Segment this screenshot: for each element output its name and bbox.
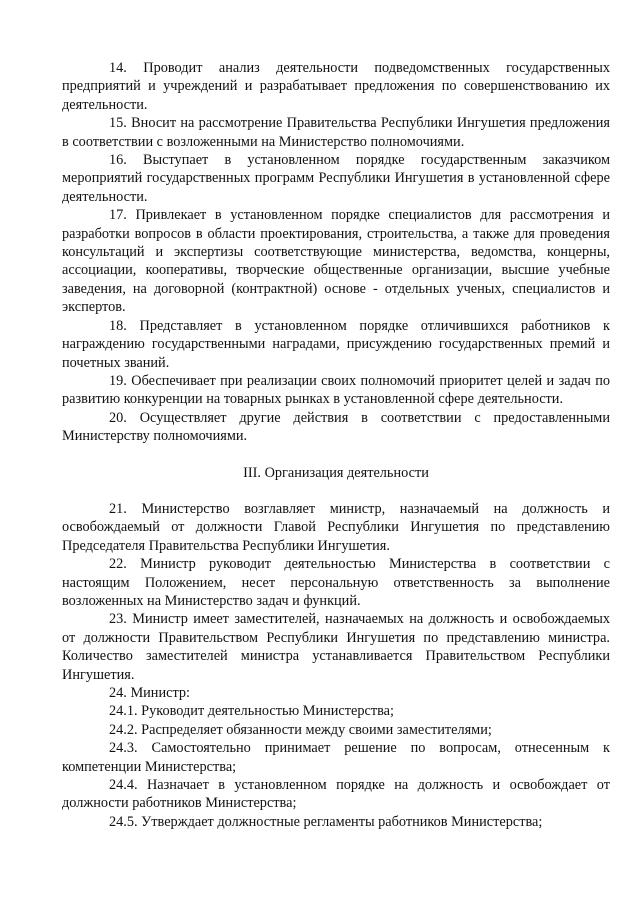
paragraph-15: 15. Вносит на рассмотрение Правительства Республики Ингушетия предложения в соответствии с возложенными на Министерство полномочиями. (62, 115, 610, 150)
paragraph-24-2: 24.2. Распределяет обязанности между своими заместителями; (109, 721, 492, 738)
paragraph-24-4: 24.4. Назначает в установленном порядке на должность и освобождает от должности работников Министерства; (62, 777, 610, 812)
paragraph-17: 17. Привлекает в установленном порядке специалистов для рассмотрения и разработки вопросов в области проектирования, строительства, а также для проведения консультаций и экспертизы соответствующие министерства, ведомства, концерны, ассоциации, кооперативы, творческие общественные организации, высшие учебные заведения, на договорной (контрактной) основе - отдельных ученых, специалистов и экспертов. (62, 207, 610, 316)
section-heading: III. Организация деятельности (243, 464, 429, 481)
paragraph-24: 24. Министр: (109, 685, 190, 701)
paragraph-22: 22. Министр руководит деятельностью Министерства в соответствии с настоящим Положением, несет персональную ответственность за выполнение возложенных на Министерство задач и функций. (62, 556, 610, 609)
paragraph-23: 23. Министр имеет заместителей, назначаемых на должность и освобождаемых от должности Правительством Республики Ингушетия по представлению министра. Количество заместителей министра устанавливается Правительством Республики Ингушетия. (62, 611, 610, 683)
paragraph-14: 14. Проводит анализ деятельности подведомственных государственных предприятий и учреждений и разрабатывает предложения по совершенствованию их деятельности. (62, 60, 610, 113)
paragraph-16: 16. Выступает в установленном порядке государственным заказчиком мероприятий государственных программ Республики Ингушетия в установленной сфере деятельности. (62, 152, 610, 205)
paragraph-24-5: 24.5. Утверждает должностные регламенты работников Министерства; (109, 813, 543, 830)
paragraph-20: 20. Осуществляет другие действия в соответствии с предоставленными Министерству полномочиями. (62, 409, 610, 445)
paragraph-18: 18. Представляет в установленном порядке отличившихся работников к награждению государственными наградами, присуждению государственных премий и почетных званий. (62, 317, 610, 371)
paragraph-21: 21. Министерство возглавляет министр, назначаемый на должность и освобождаемый от должности Главой Республики Ингушетия по представлению Председателя Правительства Республики Ингушетия. (62, 500, 610, 554)
paragraph-24-1: 24.1. Руководит деятельностью Министерства; (109, 703, 394, 720)
paragraph-19: 19. Обеспечивает при реализации своих полномочий приоритет целей и задач по развитию конкуренции на товарных рынках в установленной сфере деятельности. (62, 372, 610, 408)
document-page (62, 59, 610, 831)
paragraph-24-3: 24.3. Самостоятельно принимает решение по вопросам, отнесенным к компетенции Министерства; (62, 740, 610, 775)
